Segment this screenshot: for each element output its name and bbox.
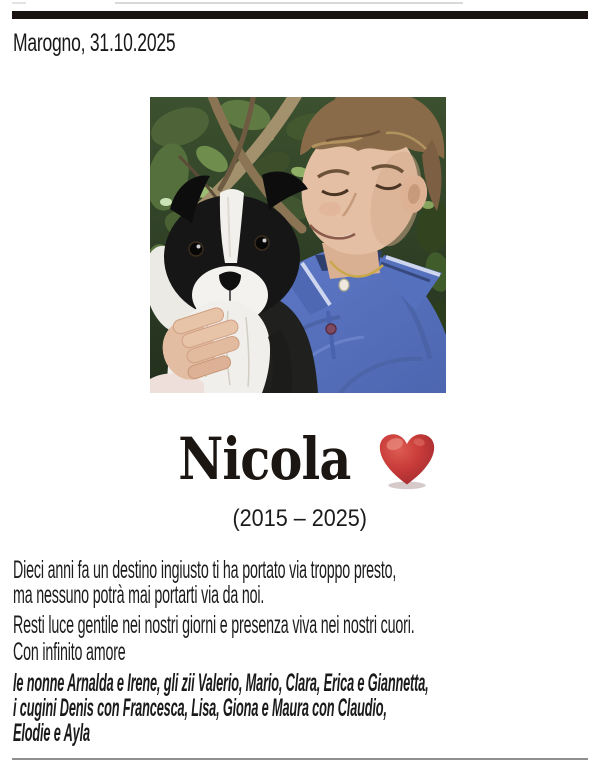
paragraph-tribute bbox=[13, 558, 600, 608]
memorial-years-row bbox=[0, 506, 600, 532]
text-line: ma nessuno potrà mai portarti via da noi. bbox=[13, 581, 265, 609]
red-heart-icon bbox=[377, 431, 437, 491]
text-line: Dieci anni fa un destino ingiusto ti ha portato via troppo presto, bbox=[13, 556, 397, 584]
text-line: Elodie e Ayla bbox=[13, 719, 90, 747]
puppy-eye bbox=[189, 242, 203, 256]
necklace-pendant bbox=[339, 279, 349, 291]
paragraph-light bbox=[13, 613, 600, 638]
top-divider-rule bbox=[12, 11, 588, 19]
text-line: Con infinito amore bbox=[13, 638, 126, 666]
memorial-photo-illustration bbox=[150, 97, 446, 393]
text-line: Resti luce gentile nei nostri giorni e presenza viva nei nostri cuori. bbox=[13, 611, 415, 639]
top-edge-artifact-line bbox=[115, 2, 463, 4]
top-edge-artifact-speck bbox=[12, 2, 26, 4]
bottom-divider-rule bbox=[12, 758, 588, 760]
paragraph-love bbox=[13, 640, 210, 665]
text-line: i cugini Denis con Francesca, Lisa, Giona e Maura con Claudio, bbox=[13, 694, 387, 722]
puppy-eye bbox=[255, 236, 269, 250]
memorial-photo bbox=[150, 97, 446, 393]
memorial-years: (2015 – 2025) bbox=[232, 505, 368, 532]
memorial-name: Nicola bbox=[177, 425, 351, 493]
text-line: le nonne Arnalda e Irene, gli zii Valerio, Mario, Clara, Erica e Giannetta, bbox=[13, 669, 429, 697]
dateline: Marogno, 31.10.2025 bbox=[13, 29, 176, 57]
paragraph-signature bbox=[13, 671, 600, 746]
memorial-name-row bbox=[0, 425, 600, 493]
